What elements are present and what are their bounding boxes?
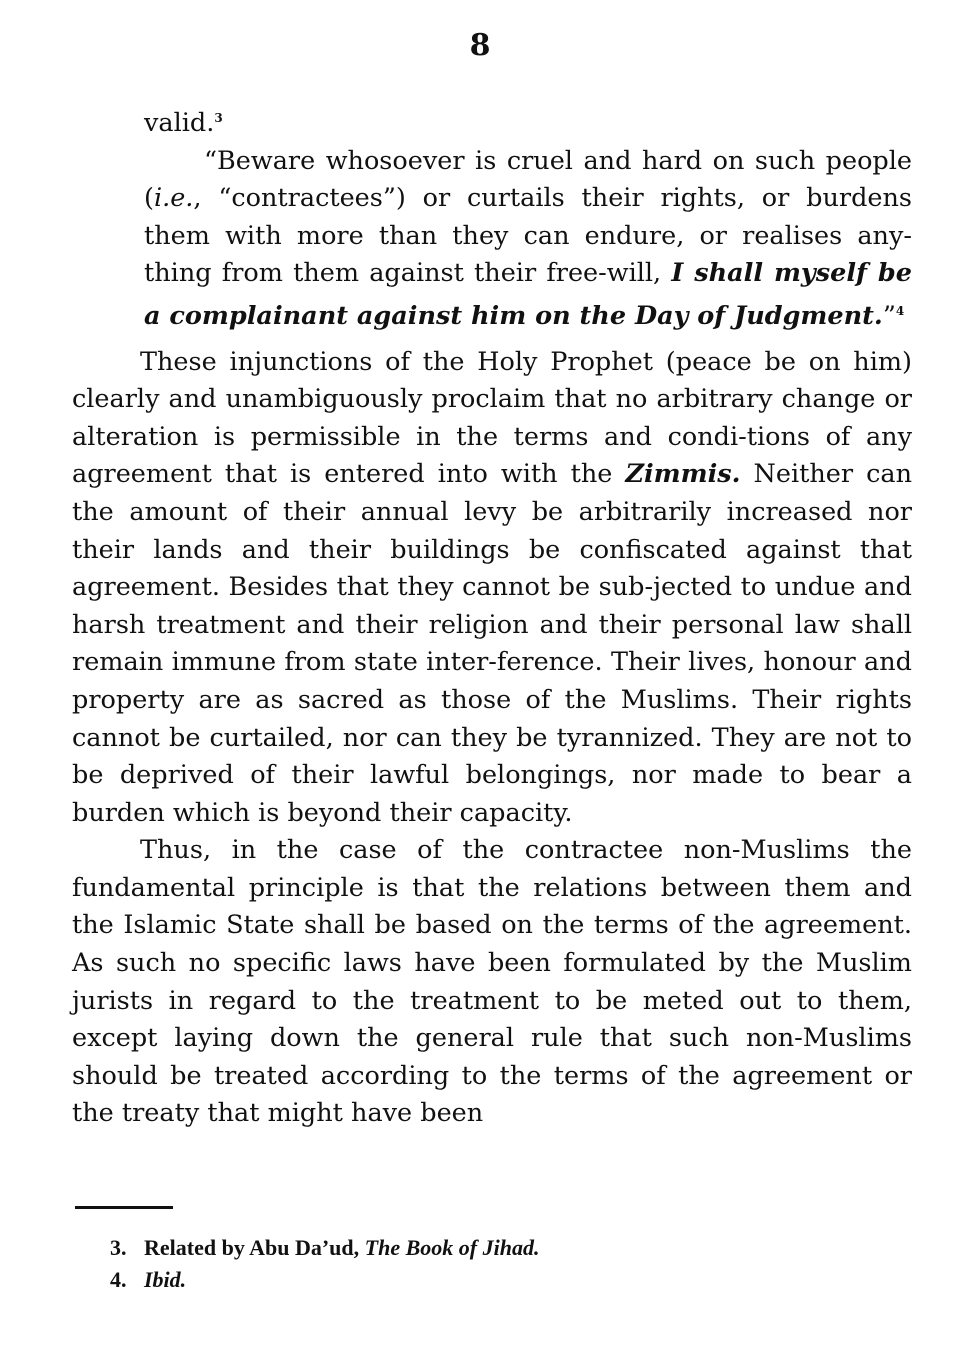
quote-emphasis: I shall myself be a complainant against him on the Day of Judgment. (144, 258, 912, 331)
footnote-title: The Book of Jihad. (364, 1235, 540, 1260)
footnote-reference: 3 (214, 111, 223, 125)
term-zimmis: Zimmis. (625, 459, 741, 490)
quote-text-middle: , “contractees”) or curtails their rights, or burdens them with more than they can endure, or realises any-thing from them against their free-will, (144, 183, 912, 289)
paragraph-text: Thus, in the case of the contractee non-Muslims the fundamental principle is that the relations between them and the Islamic State shall be based on the terms of the agreement. As such no specific laws have been formulated by the Muslim jurists in regard to the treatment to be meted out to them, except laying down the general rule that such non-Muslims should be treated according to the terms of the agreement or the treaty that might have been (72, 835, 912, 1129)
footnote-reference: 4 (895, 303, 905, 318)
footnote-number: 4. (110, 1267, 127, 1292)
body-text (72, 100, 912, 1133)
quote-abbreviation: i.e. (153, 183, 194, 214)
footnote-text: Related by Abu Da’ud, (144, 1235, 365, 1260)
paragraph (72, 832, 912, 1133)
quotation-paragraph (72, 143, 912, 336)
quote-text: “Beware whosoever is cruel and hard on such people ( (144, 145, 912, 214)
footnote (110, 1264, 870, 1296)
paragraph-text-continued: Neither can the amount of their annual levy be arbitrarily increased nor their lands and their buildings be confiscated against that agreement. Besides that they cannot be sub-jected to undue and harsh treatment and their religion and their personal law shall remain immune from state inter-ference. Their lives, honour and property are as sacred as those of the Muslims. Their rights cannot be curtailed, nor can they be tyrannized. They are not to be deprived of their lawful belongings, nor made to bear a burden which is beyond their capacity. (72, 459, 912, 828)
paragraph-continuation (72, 100, 912, 143)
footnotes (110, 1232, 870, 1296)
footnote-divider (75, 1206, 173, 1209)
paragraph-text: These injunctions of the Holy Prophet (peace be on him) clearly and unambiguously proclaim that no arbitrary change or alteration is permissible in the terms and condi-tions of any agreement that is entered into with the (72, 346, 912, 490)
footnote-title: Ibid. (144, 1267, 187, 1292)
paragraph-text: valid. (144, 108, 215, 138)
paragraph (72, 344, 912, 833)
quote-close: ” (882, 300, 896, 331)
footnote-number: 3. (110, 1235, 127, 1260)
page-number: 8 (469, 28, 491, 63)
footnote (110, 1232, 870, 1264)
